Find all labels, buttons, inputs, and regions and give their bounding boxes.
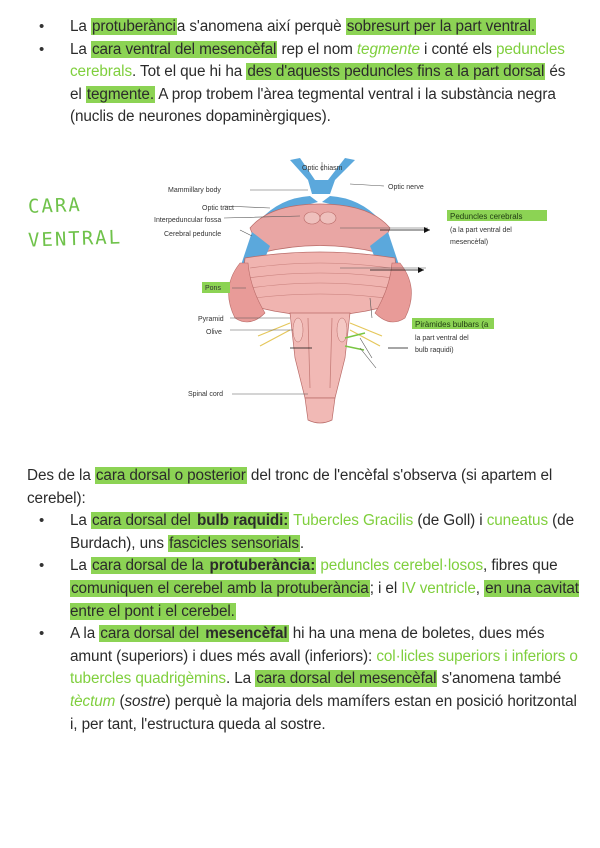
text-run: ; i el [369,579,402,597]
text-hl: cara dorsal o posterior [95,467,246,484]
text-run: A la [70,625,100,643]
side-note-cara: CARA [27,194,83,218]
mammillary-left [304,212,320,224]
text-run: (de Goll) i [413,512,487,530]
callout-peduncles-title: Peduncles cerebrals [450,212,523,221]
text-run: . La [225,670,256,688]
label-spinal-cord: Spinal cord [188,391,224,398]
text-run: La [70,512,91,530]
text-hl: fascicles sensorials [169,534,299,552]
text-run: hi ha una mena de boletes, dues més amunt (superiors) i dues més avall (inferiors): [70,625,545,665]
text-run: A prop trobem l'àrea tegmental ventral i la substància negra (nuclis de neurones dopaminèrgiques). [70,85,556,126]
label-interpeduncular-fossa: Interpeduncular fossa [154,217,222,224]
text-run: ( [115,692,125,710]
text-hlb: bulb raquidi: [196,512,289,530]
text-hl: en una cavitat entre el pont i el cerebel. [70,579,579,620]
text-run: (de Burdach), uns [70,512,574,552]
callout-pyramids-line2: bulb raquidi) [415,347,454,354]
callout-peduncles-line2: mesencèfal) [450,239,489,246]
text-run: , [475,579,485,597]
label-mammillary-body: Mammillary body [168,187,221,194]
label-optic-tract: Optic tract [202,205,234,212]
dorsal-bullet-2 [0,555,600,623]
spinal-cord-shape [305,398,335,423]
mammillary-right [320,212,336,224]
text-hl: cara dorsal del [91,512,195,530]
label-pyramid: Pyramid [198,316,224,323]
text-run: s'anomena també [437,670,562,688]
text-hl: comuniquen el cerebel amb la protuberància [71,579,369,597]
side-note-ventral: VENTRAL [27,226,123,252]
callout-pyramids-line1: la part ventral del [415,335,469,342]
label-pons: Pons [205,285,221,292]
text-g: IV ventricle [401,579,476,597]
text-hl: cara dorsal del [100,625,204,643]
text-it: sostre [124,692,166,710]
text-hl: tegmente. [86,85,154,103]
text-hlb: protuberància: [209,557,316,575]
text-g: peduncles cerebrals [70,40,565,81]
text-hl: cara dorsal del mesencèfal [256,670,437,688]
label-optic-chiasm: Optic chiasm [302,165,343,172]
label-optic-nerve: Optic nerve [388,184,424,191]
ventral-bullet-2 [0,39,600,129]
text-gi: tèctum [70,692,116,710]
text-g: col·licles superiors i inferiors o tubercles quadrigèmins [70,647,578,688]
callout-pyramids-title: Piràmides bulbars (a [415,320,489,329]
dorsal-bullet-3 [0,623,600,736]
text-g: peduncles cerebel·losos [320,557,484,575]
text-run: a s'anomena així perquè [176,18,346,35]
text-gi: tegmente [356,40,420,58]
text-run: La [70,40,91,58]
text-run: . [299,534,305,552]
text-hl: des d'aquests peduncles fins a la part dorsal [247,63,545,81]
brainstem-ventral-diagram [140,158,550,428]
text-run: és el [70,63,566,103]
text-g: Tubercles Gracilis [293,512,414,530]
dorsal-section [0,465,600,736]
text-hl: protuberànci [91,18,176,35]
olive-shape [293,318,303,342]
text-hl: cara ventral del mesencèfal [91,40,277,58]
text-run: La [70,18,91,35]
text-hl: sobresurt per la part ventral. [346,18,536,35]
text-run: ) perquè la majoria dels mamífers estan en posició horitzontal i, per tant, l'estructura queda al sostre. [70,692,577,733]
dorsal-intro-paragraph [0,465,600,510]
text-run: . Tot el que hi ha [132,63,247,81]
dorsal-bullet-list [0,510,600,736]
text-g: cuneatus [486,512,549,530]
text-run: , fibres que [483,557,558,575]
text-run: Des de la [27,467,95,484]
text-run: rep el nom [277,40,357,58]
dorsal-bullet-1 [0,510,600,555]
ventral-bullet-1 [0,16,600,39]
text-run: del tronc de l'encèfal s'observa (si apartem el cerebel): [27,467,553,507]
label-cerebral-peduncle: Cerebral peduncle [164,231,222,238]
text-run: La [70,557,91,575]
pons-shape [244,252,396,316]
label-olive: Olive [206,329,222,336]
ventral-bullet-list [0,16,600,129]
text-hl: cara dorsal de la [91,557,208,575]
text-hlb: mesencèfal [205,625,288,643]
callout-peduncles-line1: (a la part ventral del [450,227,512,234]
text-run: i conté els [419,40,496,58]
